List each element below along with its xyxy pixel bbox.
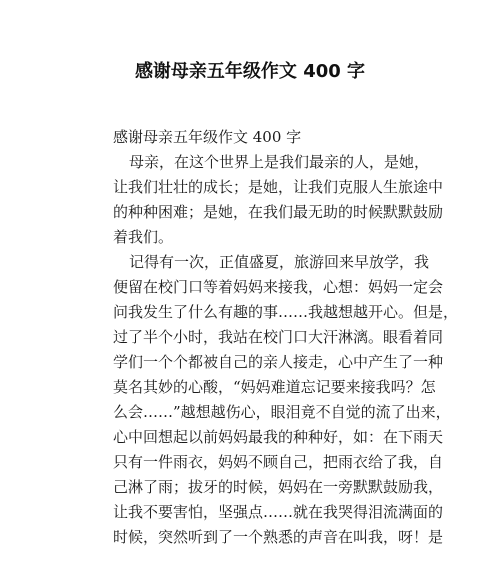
paragraph-line: 记得有一次，正值盛夏，旅游回来早放学，我 [129,253,430,271]
paragraph-line: 时候，突然听到了一个熟悉的声音在叫我，呀！是 [113,528,444,546]
paragraph-line: 只有一件雨衣，妈妈不顾自己，把雨衣给了我，自 [113,453,444,471]
paragraph-line: 问我发生了什么有趣的事……我越想越开心。但是， [113,303,459,321]
paragraph-line: 的种种困难；是她，在我们最无助的时候默默鼓励 [113,203,444,221]
paragraph-line: 母亲，在这个世界上是我们最亲的人，是她， [129,153,430,171]
paragraph-line: 心中回想起以前妈妈最我的种种好，如：在下雨天 [113,428,444,446]
paragraph-line: 让我不要害怕，坚强点……就在我哭得泪流满面的 [113,503,444,521]
paragraph-line: 让我们壮壮的成长；是她，让我们克服人生旅途中 [113,178,444,196]
paragraph-line: 着我们。 [113,228,174,246]
paragraph-line: 己淋了雨；拔牙的时候，妈妈在一旁默默鼓励我， [113,478,444,496]
paragraph-line: 莫名其妙的心酸，“妈妈难道忘记要来接我吗？怎 [113,378,436,396]
paragraph-line: 便留在校门口等着妈妈来接我，心想：妈妈一定会 [113,278,444,296]
paragraph-line: 过了半个小时，我站在校门口大汗淋漓。眼看着同 [113,328,444,346]
article-subtitle: 感谢母亲五年级作文 400 字 [113,128,302,146]
paragraph-line: 么会……”越想越伤心，眼泪竟不自觉的流了出来， [113,403,451,421]
page-title: 感谢母亲五年级作文 400 字 [134,61,366,82]
paragraph-line: 学们一个个都被自己的亲人接走，心中产生了一种 [113,353,444,371]
